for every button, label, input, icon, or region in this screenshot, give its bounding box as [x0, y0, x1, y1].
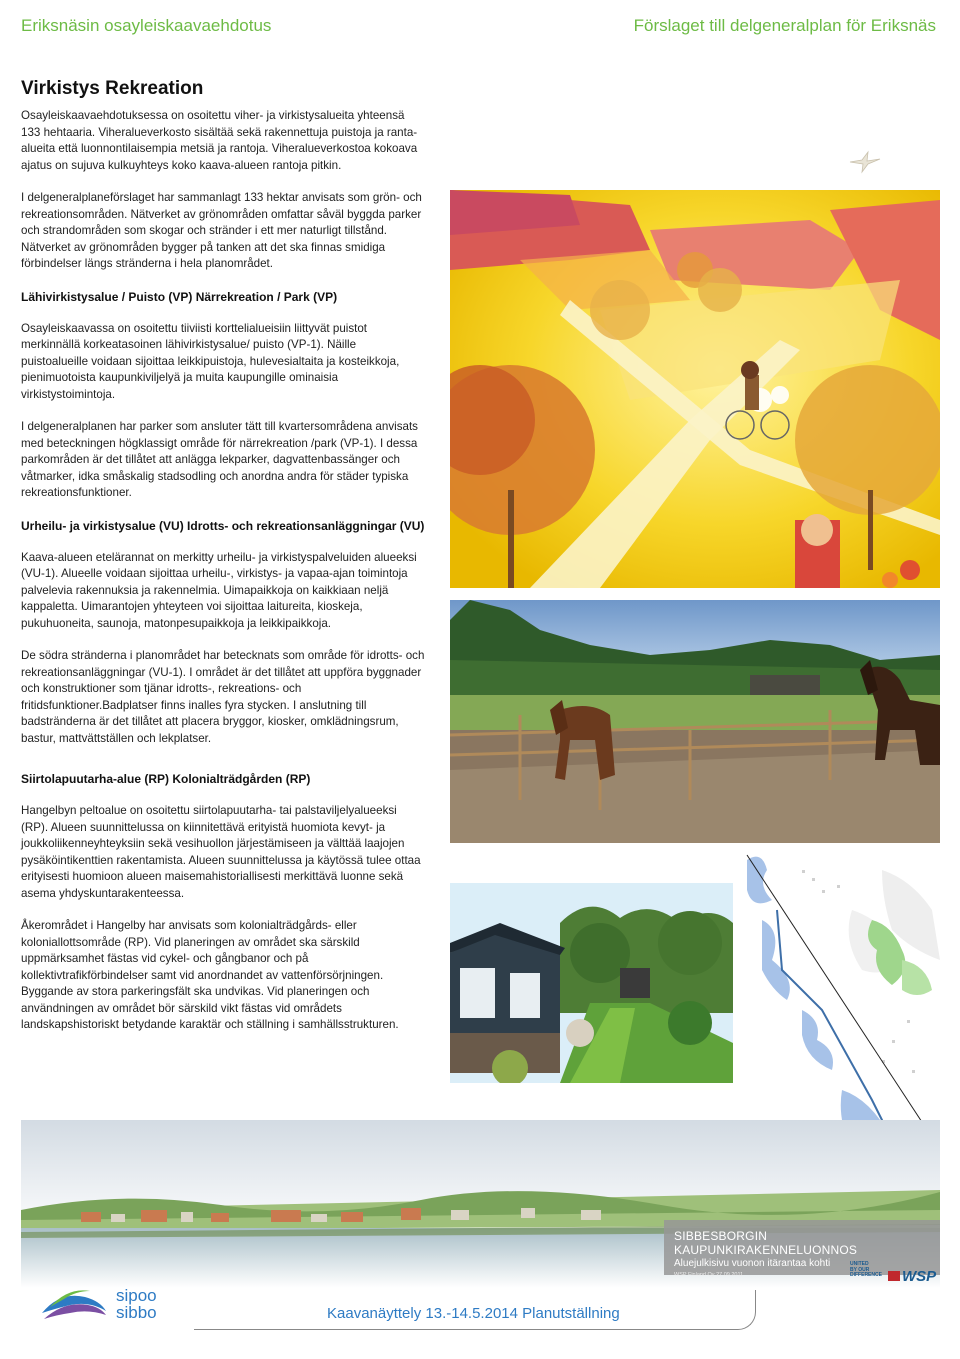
location-map: [742, 850, 940, 1150]
wsp-logo: WSP: [888, 1268, 936, 1285]
section-heading-allotment: Siirtolapuutarha-alue (RP) Kolonialträdgården (RP): [21, 772, 311, 786]
park-text-finnish: Osayleiskaavassa on osoitettu tiiviisti korttelialueisiin liittyvät puistot merkinnällä korkeatasoinen lähivirkistysalue/ puisto (VP-1). Näille puistoalueille voidaan sijoittaa leikkipuistoja, hulevesialtaita ja kosteikkoja, pienimuotoista kaupunkiviljelyä ja muita kaupungille ominaisia virkistystoimintoja.: [21, 321, 400, 401]
allotment-text-swedish: Åkerområdet i Hangelby har anvisats som kolonialträdgårds- eller koloniallottsområde (RP). Vid planeringen av området ska särskild uppmärksamhet fästas vid cykel- och gångbanor och på kollektivtrafikförbindelser samt vid anordnandet av vattenförsörjningen. Byggande av stora parkeringsfält ska undvikas. Vid planeringen och användningen av området bör särskild vikt fästas vid områdets landskapshistoriskt betydande karaktär och ställning i samhällsstrukturen.: [21, 919, 399, 1031]
sipoo-logo-icon: [40, 1287, 110, 1323]
header-title-swedish: Förslaget till delgeneralplan för Eriksnäs: [633, 16, 936, 35]
sports-text-swedish: De södra stränderna i planområdet har betecknats som område för idrotts- och rekreationsanläggningar (VU-1). I området är det tillåtet att uppföra byggnader och konstruktioner som tjänar idrotts-, rekreations- och fritidsfunktioner.Badplatser finns inalles fyra stycken. I anslutning till badstränderna är det tillåtet att placera bryggor, kiosker, omklädningsrum, bastur, mattvättställen och lekplatser.: [21, 649, 425, 745]
section-heading-sports: Urheilu- ja virkistysalue (VU) Idrotts- och rekreationsanläggningar (VU): [21, 518, 425, 533]
park-text-swedish: I delgeneralplanen har parker som ansluter tätt till kvartersområdena anvisats med beteckningen högklassigt område för närrekreation /park (VP-1). I dessa parkområden är det tillåtet att anlägga lekparker, dagvattenbassänger och våtmarker, idka småskalig stadsodling och anordna andra för städer typiska rekreationsfunktioner.: [21, 420, 418, 499]
park-illustration: [450, 190, 940, 588]
sports-text-finnish: Kaava-alueen etelärannat on merkitty urheilu- ja virkistyspalveluiden alueeksi (VU-1). Alueelle voidaan sijoittaa urheilu-, virkistys- ja vapaa-ajan toimintoja palvelevia rakennuksia ja rakennelmia. Uimapaikkoja on kaikkiaan neljä kappaletta. Uimarantojen yhteyteen voi sijoittaa laitureita, kioskeja, pukuhuoneita, saunoja, matonpesupaikkoja ja leikkipaikkoja.: [21, 550, 417, 630]
allotment-garden-photo: [450, 883, 733, 1083]
allotment-text-finnish: Hangelbyn peltoalue on osoitettu siirtolapuutarha- tai palstaviljelyalueeksi (RP). Alueen suunnittelussa on kiinnitettävä erityistä huomiota kevyt- ja joukkoliikenneyhteyksiin sekä vesihuollon järjestämiseen ja välttää laajojen pysäköintikenttien rakentamista. Alueen suunnittelussa ja käytössä tulee ottaa erityisesti huomioon alueen maisemahistoriallisesti merkittävä luonne sekä asema yhdyskuntarakenteessa.: [21, 804, 421, 900]
united-by-our-difference-logo: UNITED BY OUR DIFFERENCE: [850, 1261, 882, 1278]
text-column: [21, 78, 426, 1034]
consultant-caption-box: [664, 1220, 940, 1278]
intro-finnish: Osayleiskaavaehdotuksessa on osoitettu viher- ja virkistysalueita yhteensä 133 hehtaaria. Viheralueverkosto sisältää sekä rakennettuja puistoja ja ranta-alueita että luonnontilaisempia metsiä ja rantoja. Viheralueverkostoa kokoava ajatus on sujuva kulkuyhteys koko kaava-alueen rantoja pitkin.: [21, 109, 418, 172]
sipoo-logo-text: sipoo sibbo: [116, 1286, 157, 1322]
consultant-subtitle: Aluejulkisivu vuonon itärantaa kohti: [674, 1258, 831, 1269]
consultant-title: SIBBESBORGIN KAUPUNKIRAKENNELUONNOS: [674, 1229, 858, 1257]
page-title: Virkistys Rekreation: [21, 78, 204, 99]
exhibition-dates: Kaavanäyttely 13.-14.5.2014 Planutställning: [327, 1305, 620, 1322]
intro-swedish: I delgeneralplaneförslaget har sammanlagt 133 hektar anvisats som grön- och rekreationsområden. Nätverket av grönområden omfattar såväl byggda parker och strandområden som skogar och stränder i ett mer naturligt tillstånd. Nätverket av grönområden bygger på tanken att det ska finnas smidiga förbindelser längs stränderna i hela planområdet.: [21, 191, 422, 270]
horse-paddock-photo: [450, 600, 940, 843]
consultant-date: WSP Finland Oy 27.09.2011: [674, 1272, 744, 1278]
header-title-finnish: Eriksnäsin osayleiskaavaehdotus: [21, 16, 272, 35]
wsp-logo-mark: [888, 1271, 900, 1281]
section-heading-park: Lähivirkistysalue / Puisto (VP) Närrekreation / Park (VP): [21, 289, 338, 304]
bird-sketch-icon: [848, 146, 882, 176]
